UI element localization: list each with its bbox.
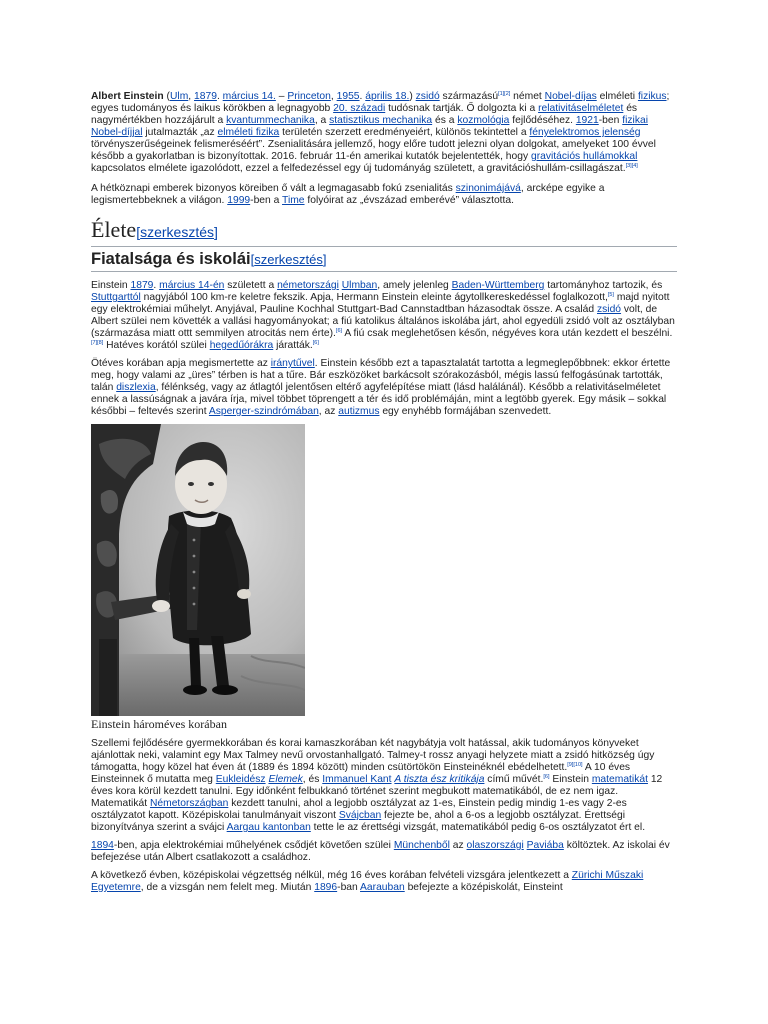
link-zsido[interactable]: zsidó: [415, 91, 440, 102]
text: kezdett tanulni, ahol a legjobb osztályzat az 1-es, Einstein pedig mindig 1-es vagy 2-es osztályzatot kapott. Középiskolai tanulmányait viszont: [91, 798, 627, 821]
link-nemetorszagban[interactable]: Németországban: [149, 798, 229, 809]
link-asperger[interactable]: Asperger-szindrómában: [208, 406, 319, 417]
link-ulmban[interactable]: Ulmban: [341, 280, 378, 291]
text: Ötéves korában apja megismertette az: [91, 358, 271, 369]
article-content: [91, 91, 677, 900]
bracket: [: [250, 252, 255, 267]
link-hegeduorak[interactable]: hegedűórákra: [209, 340, 274, 351]
link-marcius-14[interactable]: március 14.: [222, 91, 276, 102]
link-zurichi-muszaki-egyetem[interactable]: Zürichi Műszaki Egyetemre: [91, 870, 644, 893]
text: ; egyes tudományos és laikus körökben a legnagyobb: [91, 91, 670, 114]
citation[interactable]: [5]: [607, 292, 614, 298]
figure-einstein-child: [91, 424, 305, 732]
link-svajcban[interactable]: Svájcban: [338, 810, 382, 821]
text: A hétköznapi emberek bizonyos köreiben ő vált a legmagasabb fokú zsenialitás: [91, 183, 456, 194]
text: folyóirat az „évszázad emberévé” választotta.: [304, 195, 514, 206]
link-elmeleti-fizika[interactable]: elméleti fizika: [217, 127, 280, 138]
text: -ban: [337, 882, 361, 893]
link-1921[interactable]: 1921: [575, 115, 599, 126]
heading-text: Fiatalsága és iskolái: [91, 250, 251, 268]
link-immanuel-kant[interactable]: Immanuel Kant: [322, 774, 392, 785]
text: Einstein: [91, 280, 131, 291]
link-1896[interactable]: 1896: [314, 882, 338, 893]
body-paragraph-3: [91, 738, 677, 834]
text: (: [163, 91, 170, 102]
text: született a: [224, 280, 278, 291]
einstein-child-photo[interactable]: [91, 424, 305, 716]
text: A fiú csak meglehetősen későn, négyéves kora után kezdett el beszélni.: [342, 328, 673, 339]
edit-link[interactable]: szerkesztés: [254, 252, 323, 267]
heading-text: Élete: [91, 217, 137, 242]
text: –: [275, 91, 288, 102]
citation[interactable]: [3][4]: [625, 163, 638, 169]
link-marcius-14-en[interactable]: március 14-én: [159, 280, 225, 291]
link-diszlexia[interactable]: diszlexia: [116, 382, 156, 393]
link-aarau[interactable]: Aarauban: [360, 882, 405, 893]
body-paragraph-1: [91, 280, 677, 352]
link-20-szazadi[interactable]: 20. századi: [333, 103, 386, 114]
text: befejezte a középiskolát, Einsteint: [404, 882, 563, 893]
link-1879[interactable]: 1879: [130, 280, 154, 291]
text: költöztek. Az iskolai év befejezése után Albert csatlakozott a családhoz.: [91, 840, 670, 863]
text: és a: [432, 115, 458, 126]
link-fizikai-nobel-dij[interactable]: fizikai Nobel-díjjal: [91, 115, 648, 138]
link-eukleidesz[interactable]: Eukleidész: [215, 774, 266, 785]
text: Einstein: [549, 774, 592, 785]
edit-section-link: [251, 252, 327, 267]
edit-link[interactable]: szerkesztés: [140, 224, 215, 240]
citation[interactable]: [6]: [335, 328, 343, 334]
link-stuttgart[interactable]: Stuttgarttól: [91, 292, 141, 303]
body-paragraph-4: [91, 840, 677, 864]
link-fizikus[interactable]: fizikus: [637, 91, 667, 102]
text: tette le az érettségi vizsgát, matematikából pedig 6-os osztályzatot ért el.: [310, 822, 646, 833]
text: ,: [330, 91, 337, 102]
text: A 10 éves Einsteinnek ő mutatta meg: [91, 762, 631, 785]
link-tiszta-esz-kritikaja[interactable]: A tiszta ész kritikája: [394, 774, 485, 785]
link-elemek[interactable]: Elemek: [268, 774, 303, 785]
citation[interactable]: [7][8]: [91, 340, 104, 346]
text: egy enyhébb formájában szenvedett.: [379, 406, 552, 417]
link-autizmus[interactable]: autizmus: [338, 406, 380, 417]
section-heading-elete: [91, 218, 677, 247]
bracket: ]: [322, 252, 327, 267]
text: Hatéves korától szülei: [103, 340, 210, 351]
text: , félénkség, vagy az átlagtól jelentősen eltérő agyfelépítése miatt (lásd halálánál). Később a relativitáselméletet ennek a lassúságnak a javára írja, mivel többet töprengett a tér és idő problémáján, mint a legtöbb gyerek. Egy másik – sokkal későbbi – feltevés szerint: [91, 382, 667, 417]
body-paragraph-5: [91, 870, 677, 894]
citation[interactable]: [1][2]: [498, 91, 511, 97]
bracket: [: [136, 224, 141, 240]
text: .: [153, 280, 160, 291]
link-kvantummechanika[interactable]: kvantummechanika: [226, 115, 315, 126]
text: ): [409, 91, 416, 102]
text: 12 éves kora körül kezdett tanulni. Egy időnként felbukkanó történet szerint megbukott matematikából, de ez nem igaz. Matematikát: [91, 774, 663, 809]
link-iranytu[interactable]: iránytűvel: [270, 358, 315, 369]
text: kapcsolatos elmélete igazolódott, ezzel a felfedezéssel egy új tudományág született, a gravitációshullám-csillagászat.: [91, 163, 626, 174]
text: nagyjából 100 km-re keletre fekszik. Apja, Hermann Einstein eleinte ágytollkereskedéssel foglalkozott,: [140, 292, 608, 303]
text: jutalmazták „az: [142, 127, 218, 138]
citation[interactable]: [6]: [543, 774, 550, 780]
citation[interactable]: [9][10]: [567, 762, 583, 768]
link-kozmologia[interactable]: kozmológia: [457, 115, 510, 126]
link-1894[interactable]: 1894: [91, 840, 114, 851]
intro-paragraph-2: [91, 183, 677, 207]
text: elméleti: [596, 91, 638, 102]
link-1955[interactable]: 1955: [336, 91, 360, 102]
link-nobel-dijas[interactable]: Nobel-díjas: [544, 91, 597, 102]
link-aargau-kanton[interactable]: Aargau kantonban: [226, 822, 311, 833]
article-subject: Albert Einstein: [91, 91, 164, 102]
link-relativitaselmelet[interactable]: relativitáselméletet: [538, 103, 624, 114]
link-zsido[interactable]: zsidó: [597, 304, 622, 315]
text: , arcképe egyike a legismertebbeknek a világon.: [91, 183, 605, 206]
bracket: ]: [214, 224, 218, 240]
link-ulm[interactable]: Ulm: [169, 91, 189, 102]
text: fejlődéséhez.: [509, 115, 576, 126]
figure-caption: Einstein hároméves korában: [91, 717, 227, 731]
text: Szellemi fejlődésére gyermekkorában és korai kamaszkorában két nagybátyja volt hatással, akik tudományos könyveket ajánlottak neki, valamint egy Max Talmey nevű orvostanhallgató. Talmey-t rossz anyagi helyzete miatt a zsidó hitközség úgy támogatta, hogy közel hat éven át (1889 és 1894 között) minden csütörtökön Einsteinéknél ebédelhetett.: [91, 738, 655, 773]
link-princeton[interactable]: Princeton: [287, 91, 331, 102]
link-1999[interactable]: 1999: [227, 195, 251, 206]
text: , az: [318, 406, 339, 417]
link-gravitacios-hullamok[interactable]: gravitációs hullámokkal: [530, 151, 638, 162]
link-statisztikus-mechanika[interactable]: statisztikus mechanika: [329, 115, 433, 126]
text: , a: [314, 115, 330, 126]
link-fenyelektromos-jelenseg[interactable]: fényelektromos jelenség: [529, 127, 641, 138]
text: A következő évben, középiskolai végzettség nélkül, még 16 éves korában felvételi vizsgára jelentkezett a: [91, 870, 572, 881]
text: járatták.: [273, 340, 313, 351]
text: fejezte be, ahol a 6-os a legjobb osztályzat. Érettségi bizonyítványa szerint a svájci: [91, 810, 626, 833]
text: , de a vizsgán nem felelt meg. Miután: [140, 882, 315, 893]
text: területén szerzett eredményeiért, különös tekintettel a: [279, 127, 530, 138]
body-paragraph-2: [91, 358, 677, 418]
link-time[interactable]: Time: [282, 195, 305, 206]
text: , és: [302, 774, 323, 785]
text: . Einstein később ezt a tapasztalatát tartotta a legmeglepőbbnek: ekkor értette meg, hogy valami az „üres” térben is hat a tűre. Bár eszközöket barkácsolt szórakozásból, mégis lassú felfogásúnak tartották, talán: [91, 358, 671, 393]
text: és nagymértékben hozzájárult a: [91, 103, 638, 126]
text: tartományhoz tartozik, és: [544, 280, 663, 291]
intro-paragraph-1: [91, 91, 677, 175]
text: az: [449, 840, 467, 851]
link-baden-wurttemberg[interactable]: Baden-Württemberg: [451, 280, 545, 291]
text: volt, de Albert szülei nem követték a vallási hagyományokat; a fiú katolikus általános iskolába járt, ahol egyedüli zsidó volt az osztályban (származása miatt ottt semmilyen atrocitás nem érte).: [91, 304, 675, 339]
edit-section-link: [136, 224, 218, 240]
link-pavia[interactable]: Paviába: [526, 840, 564, 851]
text: származású: [439, 91, 499, 102]
text: .: [359, 91, 366, 102]
text: tudósnak tartják. Ő dolgozta ki a: [385, 103, 539, 114]
link-matematikat[interactable]: matematikát: [591, 774, 648, 785]
text: című művét.: [484, 774, 544, 785]
text: -ben, apja elektrokémiai műhelyének csődjét követően szülei: [113, 840, 394, 851]
text: majd nyitott egy elektrokémiai műhelyt. Anyjával, Pauline Kochhal Stuttgart-Bad Cannstadtban házasodtak össze. A család: [91, 292, 670, 315]
text: -ben a: [250, 195, 283, 206]
link-1879[interactable]: 1879: [194, 91, 217, 102]
text: , amely jelenleg: [377, 280, 452, 291]
link-szinonima[interactable]: szinonimájává: [455, 183, 521, 194]
link-olaszorszagi[interactable]: olaszországi: [466, 840, 524, 851]
text: német: [510, 91, 545, 102]
text: ,: [188, 91, 195, 102]
text: -ben: [598, 115, 623, 126]
section-heading-fiatalsaga: [91, 249, 677, 272]
link-munchen[interactable]: Münchenből: [393, 840, 450, 851]
citation[interactable]: [6]: [312, 340, 319, 346]
link-aprilis-18[interactable]: április 18.: [365, 91, 410, 102]
text: .: [216, 91, 223, 102]
text: törvényszerűségeinek felismeréséért”. Zsenialitására jellemző, hogy előre tudott jelezni olyan dolgokat, amelyeket 100 évvel később a gyakorlatban is bizonyítottak. 2016. február 11-én amerikai kutatók bejelentették, hogy: [91, 139, 656, 162]
link-nemetorszagi[interactable]: németországi: [277, 280, 339, 291]
